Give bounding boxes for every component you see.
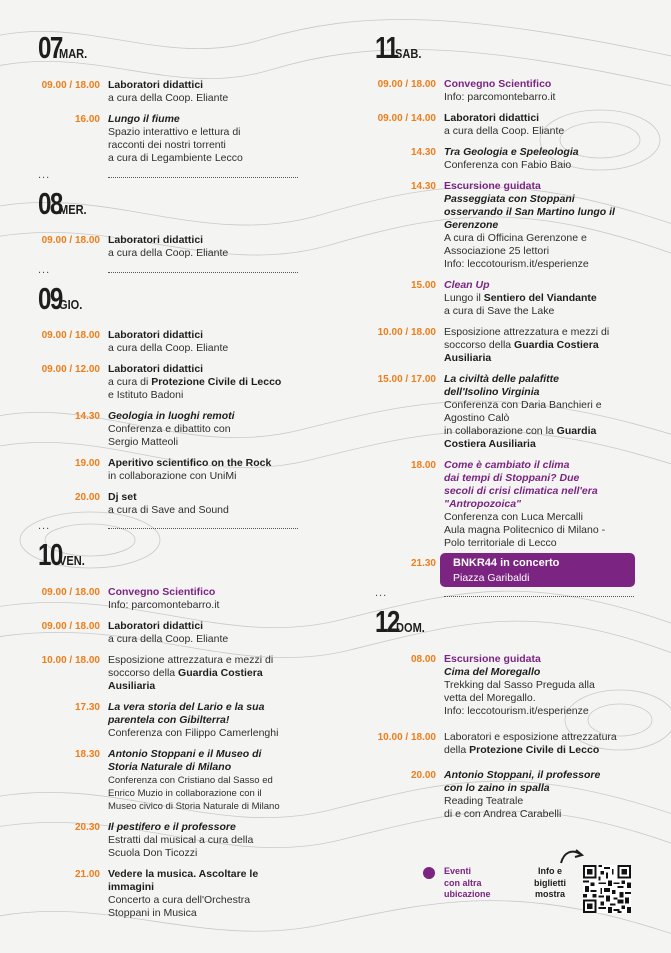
event-detail-bold: Protezione Civile di Lecco bbox=[469, 744, 600, 756]
event-title: secoli di crisi climatica nell'era bbox=[444, 485, 598, 497]
divider bbox=[108, 177, 298, 178]
legend bbox=[444, 866, 491, 901]
event-detail: Conferenza con Fabio Baio bbox=[444, 159, 572, 171]
event-title: La civiltà delle palafitte bbox=[444, 373, 559, 385]
event-title: Convegno Scientifico bbox=[444, 78, 552, 90]
event-title: Lungo il fiume bbox=[108, 113, 180, 125]
event-time: 15.00 / 17.00 bbox=[377, 374, 436, 385]
event-title: Escursione guidata bbox=[444, 653, 541, 665]
event-detail: soccorso della bbox=[108, 667, 179, 679]
event-detail: Info: parcomontebarro.it bbox=[444, 91, 556, 103]
day-header-08 bbox=[38, 186, 92, 222]
event-detail: Polo territoriale di Lecco bbox=[444, 537, 557, 549]
event-detail: Concerto a cura dell'Orchestra bbox=[108, 894, 251, 906]
day-header-10 bbox=[38, 537, 90, 573]
event-title: parentela con Gibilterra! bbox=[108, 714, 230, 726]
day-number: 12 bbox=[375, 604, 399, 639]
day-number: 08 bbox=[38, 186, 62, 221]
event-detail: Conferenza con Cristiano dal Sasso ed bbox=[108, 775, 273, 786]
event-detail: Conferenza e dibattito con bbox=[108, 423, 231, 435]
event-title: Storia Naturale di Milano bbox=[108, 761, 232, 773]
day-name: MAR. bbox=[59, 46, 88, 61]
event-time: 08.00 bbox=[410, 654, 436, 665]
info-line: Info e bbox=[538, 866, 562, 876]
event-time: 10.00 / 18.00 bbox=[41, 655, 100, 666]
event-detail: a cura di Legambiente Lecco bbox=[108, 152, 243, 164]
day-number: 07 bbox=[38, 30, 62, 65]
event-title: Laboratori didattici bbox=[108, 620, 204, 632]
event-detail: Esposizione attrezzatura e mezzi di bbox=[444, 326, 610, 338]
event-title: dell'Isolino Virginia bbox=[444, 386, 540, 398]
event-detail: Lungo il bbox=[444, 292, 484, 304]
event-11-bnkr44-highlight bbox=[440, 553, 635, 587]
day-name: VEN. bbox=[59, 553, 86, 568]
event-detail: Spazio interattivo e lettura di bbox=[108, 126, 241, 138]
event-time: 17.30 bbox=[74, 702, 100, 713]
event-detail: a cura di Save the Lake bbox=[444, 305, 555, 317]
event-detail: Esposizione attrezzatura e mezzi di bbox=[108, 654, 274, 666]
event-detail: Info: leccotourism.it/esperienze bbox=[444, 705, 589, 717]
event-time: 09.00 / 12.00 bbox=[41, 364, 100, 375]
event-title: Escursione guidata bbox=[444, 180, 541, 192]
event-detail: a cura della Coop. Eliante bbox=[108, 247, 229, 259]
ellipsis: ... bbox=[38, 520, 51, 532]
event-detail: Reading Teatrale bbox=[444, 795, 524, 807]
event-subtitle: Gerenzone bbox=[444, 219, 499, 231]
qr-code[interactable] bbox=[583, 865, 631, 913]
event-title: La vera storia del Lario e la sua bbox=[108, 701, 265, 713]
day-number: 09 bbox=[38, 281, 62, 316]
event-detail: Sergio Matteoli bbox=[108, 436, 179, 448]
event-title: Laboratori didattici bbox=[108, 234, 204, 246]
event-title: dai tempi di Stoppani? Due bbox=[444, 472, 580, 484]
divider bbox=[108, 272, 298, 273]
event-time: 09.00 / 18.00 bbox=[41, 235, 100, 246]
event-title: Laboratori didattici bbox=[108, 79, 204, 91]
day-header-07 bbox=[38, 30, 93, 66]
event-detail-bold: Protezione Civile di Lecco bbox=[151, 376, 282, 388]
event-detail: Enrico Muzio in collaborazione con il bbox=[108, 788, 262, 799]
event-title: Clean Up bbox=[444, 279, 490, 291]
day-number: 10 bbox=[38, 537, 62, 572]
event-time: 14.30 bbox=[410, 181, 436, 192]
event-time: 14.30 bbox=[410, 147, 436, 158]
event-time: 10.00 / 18.00 bbox=[377, 732, 436, 743]
event-detail-bold: Costiera Ausiliaria bbox=[444, 438, 536, 450]
event-detail: a cura della Coop. Eliante bbox=[108, 92, 229, 104]
info-line: mostra bbox=[534, 889, 565, 899]
event-detail: Info: leccotourism.it/esperienze bbox=[444, 258, 589, 270]
event-title: Come è cambiato il clima bbox=[444, 459, 570, 471]
event-detail-bold: Guardia bbox=[556, 425, 597, 437]
event-time: 21.00 bbox=[74, 869, 100, 880]
event-detail: a cura di bbox=[108, 376, 152, 388]
event-title: Tra Geologia e Speleologia bbox=[444, 146, 579, 158]
event-detail: Conferenza con Filippo Camerlenghi bbox=[108, 727, 279, 739]
event-detail: racconti dei nostri torrenti bbox=[108, 139, 226, 151]
event-title: Convegno Scientifico bbox=[108, 586, 216, 598]
event-detail: vetta del Moregallo. bbox=[444, 692, 536, 704]
event-title: con lo zaino in spalla bbox=[444, 782, 550, 794]
event-detail: a cura della Coop. Eliante bbox=[108, 633, 229, 645]
event-title: Il pestifero e il professore bbox=[108, 821, 236, 833]
event-detail-bold: Ausiliaria bbox=[108, 680, 156, 692]
event-title: Antonio Stoppani e il Museo di bbox=[108, 748, 262, 760]
event-detail: a cura di Save and Sound bbox=[108, 504, 229, 516]
day-name: DOM. bbox=[396, 620, 426, 635]
legend-line: Eventi bbox=[444, 866, 472, 876]
event-detail: Agostino Calò bbox=[444, 412, 510, 424]
ellipsis: ... bbox=[38, 169, 51, 181]
event-time: 09.00 / 18.00 bbox=[377, 79, 436, 90]
event-title: Laboratori didattici bbox=[108, 363, 204, 375]
event-detail-bold: Ausiliaria bbox=[444, 352, 492, 364]
event-time: 09.00 / 18.00 bbox=[41, 330, 100, 341]
event-detail: Scuola Don Ticozzi bbox=[108, 847, 198, 859]
event-detail: Conferenza con Daria Banchieri e bbox=[444, 399, 602, 411]
event-title: Vedere la musica. Ascoltare le bbox=[108, 868, 259, 880]
event-title: Antonio Stoppani, il professore bbox=[444, 769, 601, 781]
event-detail-bold: Sentiero del Viandante bbox=[483, 292, 597, 304]
info-tickets-label bbox=[528, 866, 572, 901]
day-header-09 bbox=[38, 281, 87, 317]
event-detail-bold: Guardia Costiera bbox=[178, 667, 263, 679]
day-name: GIO. bbox=[59, 297, 83, 312]
event-detail: a cura della Coop. Eliante bbox=[108, 342, 229, 354]
event-detail: della bbox=[444, 744, 470, 756]
event-detail: soccorso della bbox=[444, 339, 515, 351]
event-time: 20.30 bbox=[74, 822, 100, 833]
event-time: 09.00 / 18.00 bbox=[41, 587, 100, 598]
event-detail: Estratti dal musical a cura della bbox=[108, 834, 254, 846]
event-title: Laboratori didattici bbox=[444, 112, 540, 124]
event-subtitle: Passeggiata con Stoppani bbox=[444, 193, 575, 205]
day-number: 11 bbox=[375, 30, 398, 65]
event-title: BNKR44 in concerto bbox=[453, 557, 560, 569]
event-detail: Conferenza con Luca Mercalli bbox=[444, 511, 583, 523]
event-title: Laboratori didattici bbox=[108, 329, 204, 341]
event-time: 15.00 bbox=[410, 280, 436, 291]
event-subtitle: osservando il San Martino lungo il bbox=[444, 206, 615, 218]
event-title: Aperitivo scientifico on the Rock bbox=[108, 457, 272, 469]
event-detail: Museo civico di Storia Naturale di Milano bbox=[108, 801, 280, 812]
legend-line: con altra bbox=[444, 877, 482, 888]
event-title: Geologia in luoghi remoti bbox=[108, 410, 235, 422]
event-detail: a cura della Coop. Eliante bbox=[444, 125, 565, 137]
event-detail: Piazza Garibaldi bbox=[453, 572, 530, 584]
event-time: 18.30 bbox=[74, 749, 100, 760]
event-time: 09.00 / 14.00 bbox=[377, 113, 436, 124]
event-detail: di e con Andrea Carabelli bbox=[444, 808, 562, 820]
event-title: Dj set bbox=[108, 491, 137, 503]
event-time: 21.30 bbox=[410, 558, 436, 569]
day-name: SAB. bbox=[394, 46, 422, 61]
event-time: 09.00 / 18.00 bbox=[41, 621, 100, 632]
event-time: 18.00 bbox=[410, 460, 436, 471]
divider bbox=[444, 596, 634, 597]
event-title: immagini bbox=[108, 881, 155, 893]
event-time: 14.30 bbox=[74, 411, 100, 422]
day-name: MER. bbox=[59, 202, 88, 217]
ellipsis: ... bbox=[375, 587, 388, 599]
event-detail-bold: Guardia Costiera bbox=[514, 339, 599, 351]
legend-line: ubicazione bbox=[444, 889, 491, 899]
event-time: 20.00 bbox=[410, 770, 436, 781]
event-detail: A cura di Officina Gerenzone e bbox=[444, 232, 587, 244]
event-detail: Stoppani in Musica bbox=[108, 907, 197, 919]
divider bbox=[108, 528, 298, 529]
curved-arrow-icon bbox=[558, 846, 586, 866]
event-title: "Antropozoica" bbox=[444, 498, 522, 510]
event-detail: Info: parcomontebarro.it bbox=[108, 599, 220, 611]
ellipsis: ... bbox=[38, 264, 51, 276]
event-detail: in collaborazione con UniMi bbox=[108, 470, 237, 482]
event-time: 20.00 bbox=[74, 492, 100, 503]
event-detail: Aula magna Politecnico di Milano - bbox=[444, 524, 606, 536]
event-detail: Associazione 25 lettori bbox=[444, 245, 550, 257]
event-time: 10.00 / 18.00 bbox=[377, 327, 436, 338]
event-detail: in collaborazione con la bbox=[444, 425, 557, 437]
event-time: 09.00 / 18.00 bbox=[41, 80, 100, 91]
event-time: 16.00 bbox=[74, 114, 100, 125]
event-subtitle: Cima del Moregallo bbox=[444, 666, 541, 678]
event-time: 19.00 bbox=[74, 458, 100, 469]
event-detail: e Istituto Badoni bbox=[108, 389, 184, 401]
info-line: biglietti bbox=[534, 877, 566, 888]
event-detail: Laboratori e esposizione attrezzatura bbox=[444, 731, 617, 743]
day-header-12 bbox=[375, 604, 430, 640]
day-header-11 bbox=[375, 30, 426, 66]
legend-purple-dot bbox=[423, 867, 435, 879]
event-detail: Trekking dal Sasso Preguda alla bbox=[444, 679, 595, 691]
